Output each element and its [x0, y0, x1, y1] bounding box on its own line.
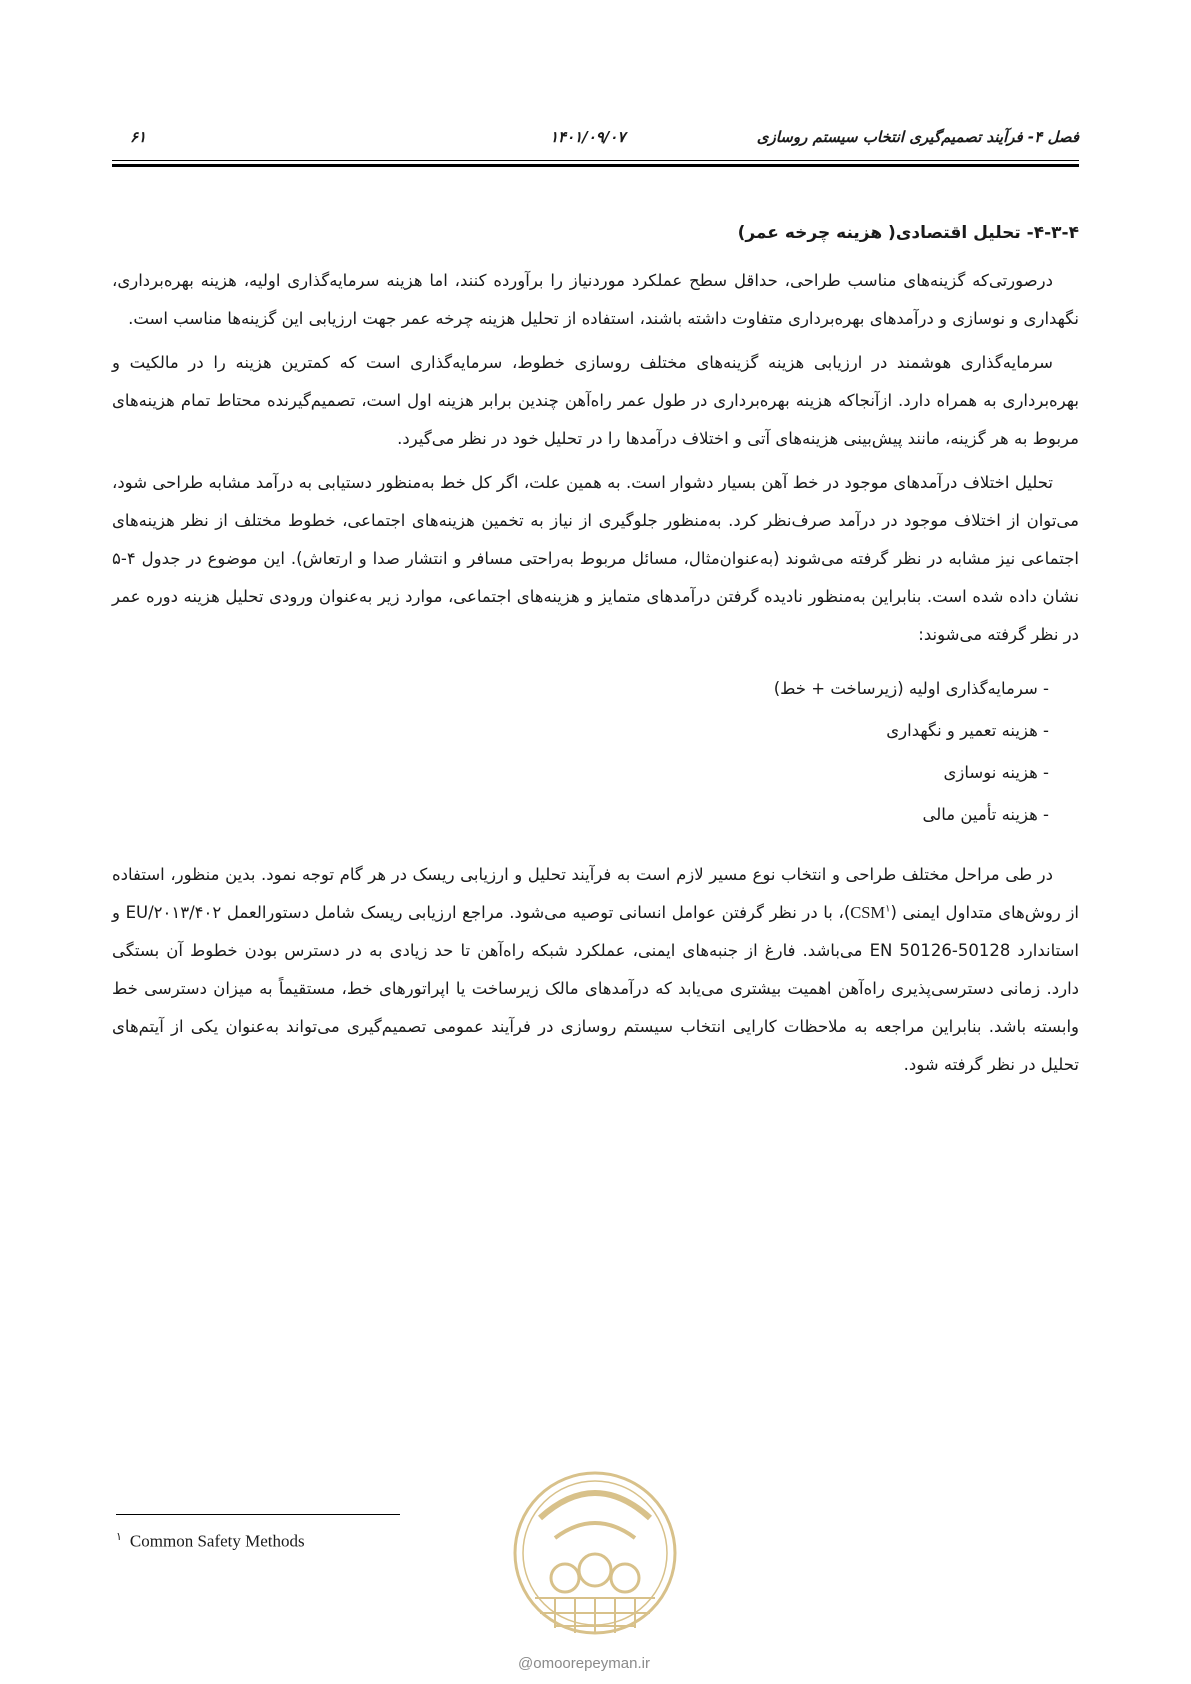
paragraph-4-part2: )، با در نظر گرفتن عوامل انسانی توصیه می‌شود. مراجع ارزیابی ریسک شامل دستورالعمل EU/۲۰۱۳/۴۰۲ و استاندارد EN 50126-50128 می‌باشد. فارغ از جنبه‌های ایمنی، عملکرد شبکه راه‌آهن تا حد زیادی به در دسترس بودن خطوط آن بستگی دارد. زمانی دسترسی‌پذیری راه‌آهن اهمیت بیشتری می‌یابد که درآمدهای مالک زیرساخت یا اپراتورهای خط، مستقیماً به میزان دسترسی خط وابسته باشد. بنابراین مراجعه به ملاحظات کارایی انتخاب سیستم روسازی در فرآیند عمومی تصمیم‌گیری می‌تواند به‌عنوان یکی از آیتم‌های تحلیل در نظر گرفته شود. [112, 903, 1079, 1074]
list-item: - سرمایه‌گذاری اولیه (زیرساخت + خط) [112, 668, 1049, 710]
paragraph-2: سرمایه‌گذاری هوشمند در ارزیابی هزینه گزینه‌های مختلف روسازی خطوط، سرمایه‌گذاری است که کمترین هزینه را در مالکیت و بهره‌برداری به همراه دارد. ازآنجاکه هزینه بهره‌برداری در طول عمر راه‌آهن چندین برابر هزینه اول است، تصمیم‌گیرنده محتاط تمام هزینه‌های مربوط به هر گزینه، مانند پیش‌بینی هزینه‌های آتی و اختلاف درآمدها را در تحلیل خود در نظر می‌گیرد. [112, 353, 1079, 448]
page-body [112, 218, 1079, 1090]
chapter-title: فصل ۴- فرآیند تصمیم‌گیری انتخاب سیستم روسازی [756, 128, 1079, 146]
paragraph-1: درصورتی‌که گزینه‌های مناسب طراحی، حداقل سطح عملکرد موردنیاز را برآورده کنند، اما هزینه سرمایه‌گذاری اولیه، هزینه بهره‌برداری، نگهداری و نوسازی و درآمدهای بهره‌برداری متفاوت داشته باشند، استفاده از تحلیل هزینه چرخه عمر جهت ارزیابی این گزینه‌ها مناسب است. [112, 271, 1079, 328]
footnote [116, 1530, 305, 1552]
section-heading: ۴-۳-۴- تحلیل اقتصادی( هزینه چرخه عمر) [737, 223, 1079, 243]
header-rule-thick [112, 164, 1079, 167]
paragraph-4-part1: در طی مراحل مختلف طراحی و انتخاب نوع مسیر لازم است به فرآیند تحلیل و ارزیابی ریسک در هر گام توجه نمود. بدین منظور، استفاده از روش‌های متداول ایمنی ( [112, 865, 1079, 922]
paragraph-4 [112, 856, 1079, 1084]
page-header [112, 128, 1079, 160]
csm-term: CSM [850, 903, 886, 922]
header-date: ۱۴۰۱/۰۹/۰۷ [550, 128, 626, 146]
page-number: ۶۱ [130, 128, 147, 146]
footnote-text: Common Safety Methods [129, 1531, 305, 1551]
list-item: - هزینه تعمیر و نگهداری [112, 710, 1049, 752]
paragraph-3: تحلیل اختلاف درآمدهای موجود در خط آهن بسیار دشوار است. به همین علت، اگر کل خط به‌منظور دستیابی به درآمد مشابه طراحی شود، می‌توان از اختلاف موجود در درآمد صرف‌نظر کرد. به‌منظور جلوگیری از نیاز به تخمین هزینه‌های اجتماعی، خطوط مختلف از نظر هزینه‌های اجتماعی نیز مشابه در نظر گرفته می‌شوند (به‌عنوان‌مثال، مسائل مربوط به‌راحتی مسافر و انتشار صدا و ارتعاش). این موضوع در جدول ۴-۵ نشان داده شده است. بنابراین به‌منظور نادیده گرفتن درآمدهای متمایز و هزینه‌های اجتماعی، موارد زیر به‌عنوان ورودی تحلیل هزینه دوره عمر در نظر گرفته می‌شوند: [112, 473, 1079, 644]
footnote-ref[interactable]: ۱ [885, 903, 891, 915]
header-rule-thin [112, 160, 1079, 161]
watermark-seal-logo [510, 1458, 680, 1658]
cost-items-list [112, 668, 1079, 836]
watermark-url: @omoorepeyman.ir [518, 1655, 650, 1672]
list-item: - هزینه تأمین مالی [112, 794, 1049, 836]
footnote-rule [116, 1514, 400, 1515]
footnote-number: ۱ [116, 1531, 122, 1543]
list-item: - هزینه نوسازی [112, 752, 1049, 794]
